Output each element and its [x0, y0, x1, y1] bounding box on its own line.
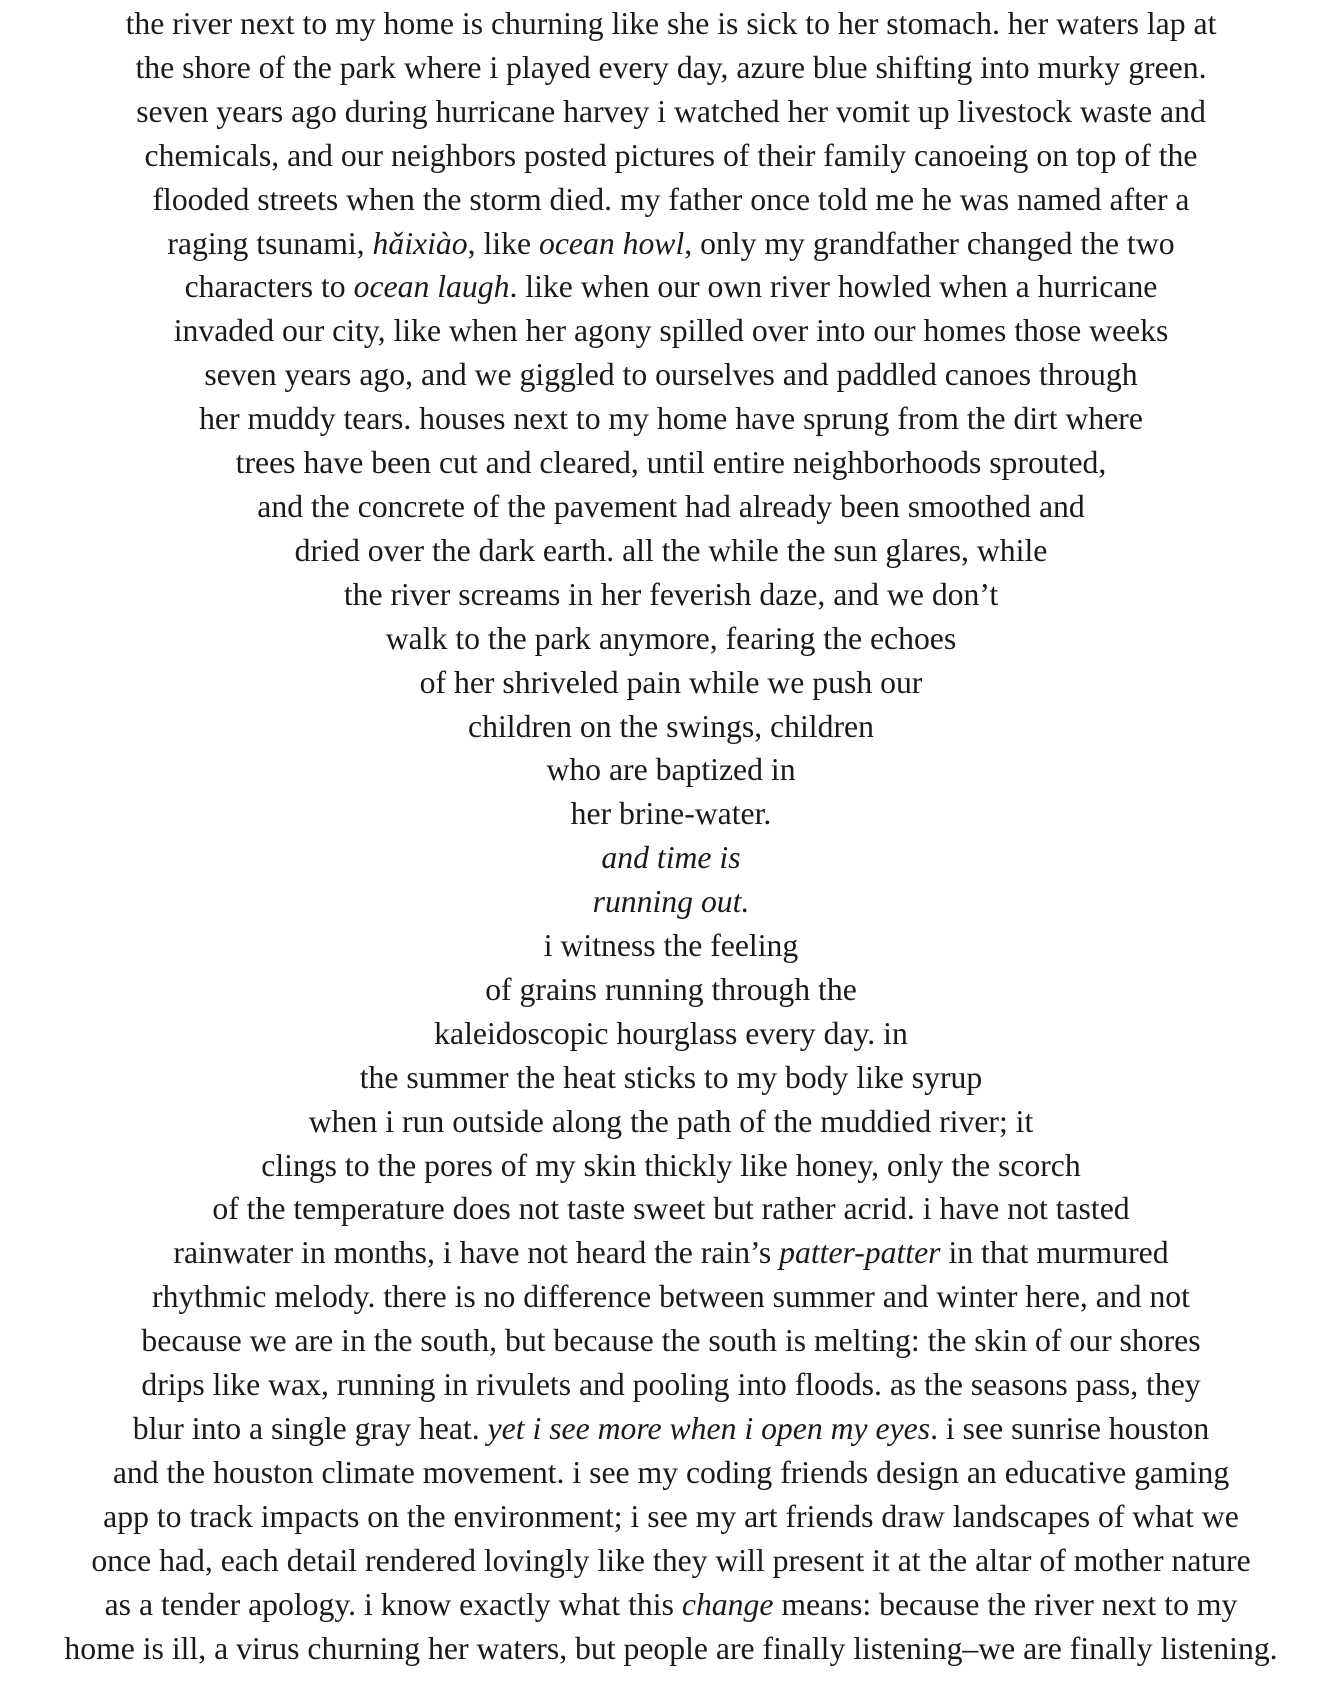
poem-segment: seven years ago during hurricane harvey i watched her vomit up livestock waste and: [136, 93, 1206, 129]
poem-line: [0, 968, 1342, 1012]
poem-segment: . like when our own river howled when a hurricane: [509, 269, 1158, 305]
poem-segment: children on the swings, children: [468, 708, 874, 744]
poem-segment: who are baptized in: [546, 752, 796, 788]
poem-line: [0, 1100, 1342, 1144]
poem-segment: drips like wax, running in rivulets and pooling into floods. as the seasons pass, they: [141, 1367, 1201, 1403]
poem-segment: as a tender apology. i know exactly what this: [104, 1586, 682, 1622]
poem-line: [0, 705, 1342, 749]
poem-line: [0, 1363, 1342, 1407]
poem-segment: blur into a single gray heat.: [132, 1411, 488, 1446]
poem-line: [0, 1231, 1342, 1275]
poem-segment: invaded our city, like when her agony spilled over into our homes those weeks: [173, 313, 1169, 349]
poem-segment: means: because the river next to my: [773, 1586, 1238, 1622]
poem-line: [0, 485, 1342, 529]
poem-line: [0, 1056, 1342, 1100]
poem-segment: home is ill, a virus churning her waters, but people are finally listening–we are finally listening.: [64, 1630, 1278, 1666]
poem-italic-segment: yet i see more when i open my eyes: [487, 1411, 931, 1446]
poem-line: [0, 836, 1342, 880]
poem-line: [0, 134, 1342, 178]
poem-italic-segment: ocean howl: [538, 225, 685, 261]
poem-line: [0, 1275, 1342, 1319]
poem-segment: seven years ago, and we giggled to ourselves and paddled canoes through: [204, 357, 1138, 393]
poem-segment: i witness the feeling: [543, 928, 799, 964]
poem-segment: because we are in the south, but because the south is melting: the skin of our shores: [141, 1323, 1201, 1359]
poem-segment: the river screams in her feverish daze, and we don’t: [343, 576, 999, 612]
poem-line: [0, 1407, 1342, 1451]
poem-segment: of her shriveled pain while we push our: [419, 664, 923, 700]
poem-line: [0, 1144, 1342, 1188]
poem-line: [0, 924, 1342, 968]
poem-line: [0, 441, 1342, 485]
poem-segment: characters to: [184, 269, 354, 305]
poem-segment: app to track impacts on the environment; i see my art friends draw landscapes of what we: [103, 1498, 1239, 1534]
poem-segment: chemicals, and our neighbors posted pictures of their family canoeing on top of the: [144, 137, 1198, 173]
poem-segment: . i see sunrise houston: [930, 1411, 1210, 1446]
poem-line: [0, 2, 1342, 46]
poem-line: [0, 880, 1342, 924]
poem-italic-segment: running out.: [592, 884, 750, 920]
poem-italic-segment: and time is: [601, 840, 741, 876]
poem-segment: flooded streets when the storm died. my father once told me he was named after a: [152, 181, 1190, 217]
poem-segment: clings to the pores of my skin thickly like honey, only the scorch: [261, 1147, 1081, 1183]
poem-line: [0, 1451, 1342, 1495]
poem-segment: of the temperature does not taste sweet but rather acrid. i have not tasted: [212, 1191, 1130, 1227]
poem-line: [0, 661, 1342, 705]
poem-line: [0, 1627, 1342, 1671]
poem-line: [0, 222, 1342, 266]
poem-segment: dried over the dark earth. all the while the sun glares, while: [294, 532, 1048, 568]
poem-segment: the summer the heat sticks to my body like syrup: [359, 1059, 983, 1095]
poem-line: [0, 792, 1342, 836]
poem-segment: kaleidoscopic hourglass every day. in: [434, 1015, 908, 1051]
poem-segment: in that murmured: [940, 1235, 1169, 1271]
poem-italic-segment: patter-patter: [779, 1235, 941, 1271]
poem-line: [0, 1583, 1342, 1627]
poem-line: [0, 1319, 1342, 1363]
poem-line: [0, 573, 1342, 617]
poem-segment: her muddy tears. houses next to my home have sprung from the dirt where: [199, 401, 1143, 437]
poem-segment: the river next to my home is churning like she is sick to her stomach. her waters lap at: [125, 6, 1217, 41]
poem-line: [0, 90, 1342, 134]
poem-segment: rhythmic melody. there is no difference between summer and winter here, and not: [152, 1279, 1190, 1315]
poem-segment: of grains running through the: [485, 971, 857, 1007]
poem-line: [0, 748, 1342, 792]
poem-line: [0, 397, 1342, 441]
poem-segment: trees have been cut and cleared, until entire neighborhoods sprouted,: [235, 445, 1107, 481]
poem-line: [0, 617, 1342, 661]
poem-segment: rainwater in months, i have not heard the rain’s: [173, 1235, 780, 1271]
poem-segment: , like: [467, 225, 539, 261]
poem-line: [0, 353, 1342, 397]
poem-segment: raging tsunami,: [167, 225, 373, 261]
poem-italic-segment: hǎixiào: [372, 225, 468, 261]
poem-segment: once had, each detail rendered lovingly like they will present it at the altar of mother nature: [91, 1542, 1251, 1578]
poem-line: [0, 265, 1342, 309]
poem-italic-segment: change: [681, 1586, 774, 1622]
poem-segment: , only my grandfather changed the two: [684, 225, 1175, 261]
poem-text: [0, 2, 1342, 1670]
poem-segment: and the concrete of the pavement had already been smoothed and: [257, 488, 1085, 524]
poem-line: [0, 529, 1342, 573]
poem-segment: walk to the park anymore, fearing the echoes: [385, 620, 957, 656]
poem-segment: her brine-water.: [570, 796, 772, 832]
poem-line: [0, 309, 1342, 353]
poem-segment: when i run outside along the path of the muddied river; it: [308, 1103, 1034, 1139]
poem-segment: and the houston climate movement. i see my coding friends design an educative gaming: [112, 1454, 1230, 1490]
poem-line: [0, 178, 1342, 222]
poem-line: [0, 1539, 1342, 1583]
poem-line: [0, 1012, 1342, 1056]
poem-segment: the shore of the park where i played every day, azure blue shifting into murky green.: [135, 49, 1207, 85]
poem-line: [0, 46, 1342, 90]
poem-line: [0, 1495, 1342, 1539]
poem-italic-segment: ocean laugh: [353, 269, 510, 305]
poem-line: [0, 1187, 1342, 1231]
